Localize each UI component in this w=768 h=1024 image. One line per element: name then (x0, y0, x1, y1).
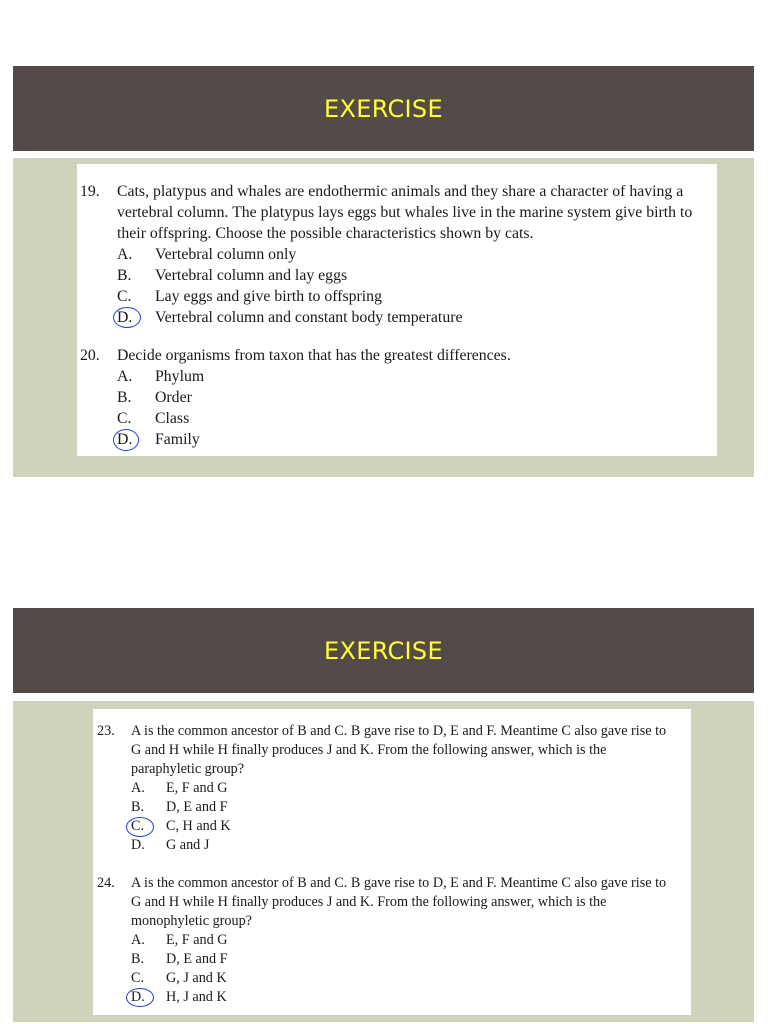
slide-1 (13, 66, 754, 477)
option-text: C, H and K (166, 818, 231, 834)
question-20 (77, 345, 717, 450)
option-letter: A. (131, 932, 145, 948)
option-text: Family (155, 431, 200, 448)
option-text: E, F and G (166, 780, 228, 796)
slide-1-body (13, 158, 754, 477)
option-a (131, 931, 691, 950)
option-letter: B. (131, 799, 145, 815)
slide-1-question-card (77, 164, 717, 456)
option-c (117, 408, 717, 429)
option-text: Order (155, 389, 192, 406)
option-letter: A. (117, 368, 133, 385)
slide-2-body (13, 701, 754, 1022)
slide-2 (13, 608, 754, 1022)
option-text: D, E and F (166, 799, 228, 815)
slide-1-title: EXERCISE (324, 94, 443, 123)
option-text: Vertebral column only (155, 246, 297, 263)
option-letter: C. (117, 288, 132, 305)
slide-1-title-band (13, 66, 754, 151)
option-a (117, 244, 717, 265)
option-letter: B. (117, 389, 132, 406)
option-letter: D. (131, 989, 145, 1005)
option-d (131, 988, 691, 1007)
option-text: Phylum (155, 368, 205, 385)
option-text: G and J (166, 837, 210, 853)
option-d (131, 836, 691, 855)
option-b (131, 950, 691, 969)
option-b (117, 265, 717, 286)
option-text: Vertebral column and lay eggs (155, 267, 348, 284)
question-text: Cats, platypus and whales are endothermic animals and they share a character of having a vertebral column. The platypus lays eggs but whales live in the marine system give birth to their offspring. Choose the possible characteristics shown by cats. (117, 183, 693, 242)
option-b (131, 798, 691, 817)
option-letter: D. (117, 309, 133, 326)
slide-2-title: EXERCISE (324, 636, 443, 665)
option-letter: C. (117, 410, 132, 427)
option-letter: C. (131, 818, 145, 834)
question-23 (93, 722, 691, 855)
option-d (117, 307, 717, 328)
option-text: E, F and G (166, 932, 228, 948)
question-number: 24. (97, 875, 115, 891)
slide-2-question-card (93, 709, 691, 1015)
question-text: A is the common ancestor of B and C. B gave rise to D, E and F. Meantime C also gave rise to G and H while H finally produces J and K. From the following answer, which is the monophyletic group? (131, 875, 667, 929)
option-c (131, 969, 691, 988)
option-letter: D. (131, 837, 145, 853)
option-text: Vertebral column and constant body temperature (155, 309, 463, 326)
option-c (131, 817, 691, 836)
option-text: Lay eggs and give birth to offspring (155, 288, 382, 305)
option-text: G, J and K (166, 970, 227, 986)
option-letter: B. (131, 951, 145, 967)
slide-2-title-band (13, 608, 754, 693)
option-c (117, 286, 717, 307)
question-number: 19. (80, 183, 100, 200)
question-number: 23. (97, 723, 115, 739)
option-letter: D. (117, 431, 133, 448)
question-text: A is the common ancestor of B and C. B gave rise to D, E and F. Meantime C also gave rise to G and H while H finally produces J and K. From the following answer, which is the paraphyletic group? (131, 723, 667, 777)
option-a (131, 779, 691, 798)
option-letter: C. (131, 970, 145, 986)
option-letter: A. (131, 780, 145, 796)
option-a (117, 366, 717, 387)
question-number: 20. (80, 347, 100, 364)
option-text: H, J and K (166, 989, 227, 1005)
option-letter: B. (117, 267, 132, 284)
question-19 (77, 181, 717, 328)
option-text: Class (155, 410, 190, 427)
option-letter: A. (117, 246, 133, 263)
option-b (117, 387, 717, 408)
question-24 (93, 874, 691, 1007)
option-d (117, 429, 717, 450)
question-text: Decide organisms from taxon that has the greatest differences. (117, 347, 511, 364)
option-text: D, E and F (166, 951, 228, 967)
